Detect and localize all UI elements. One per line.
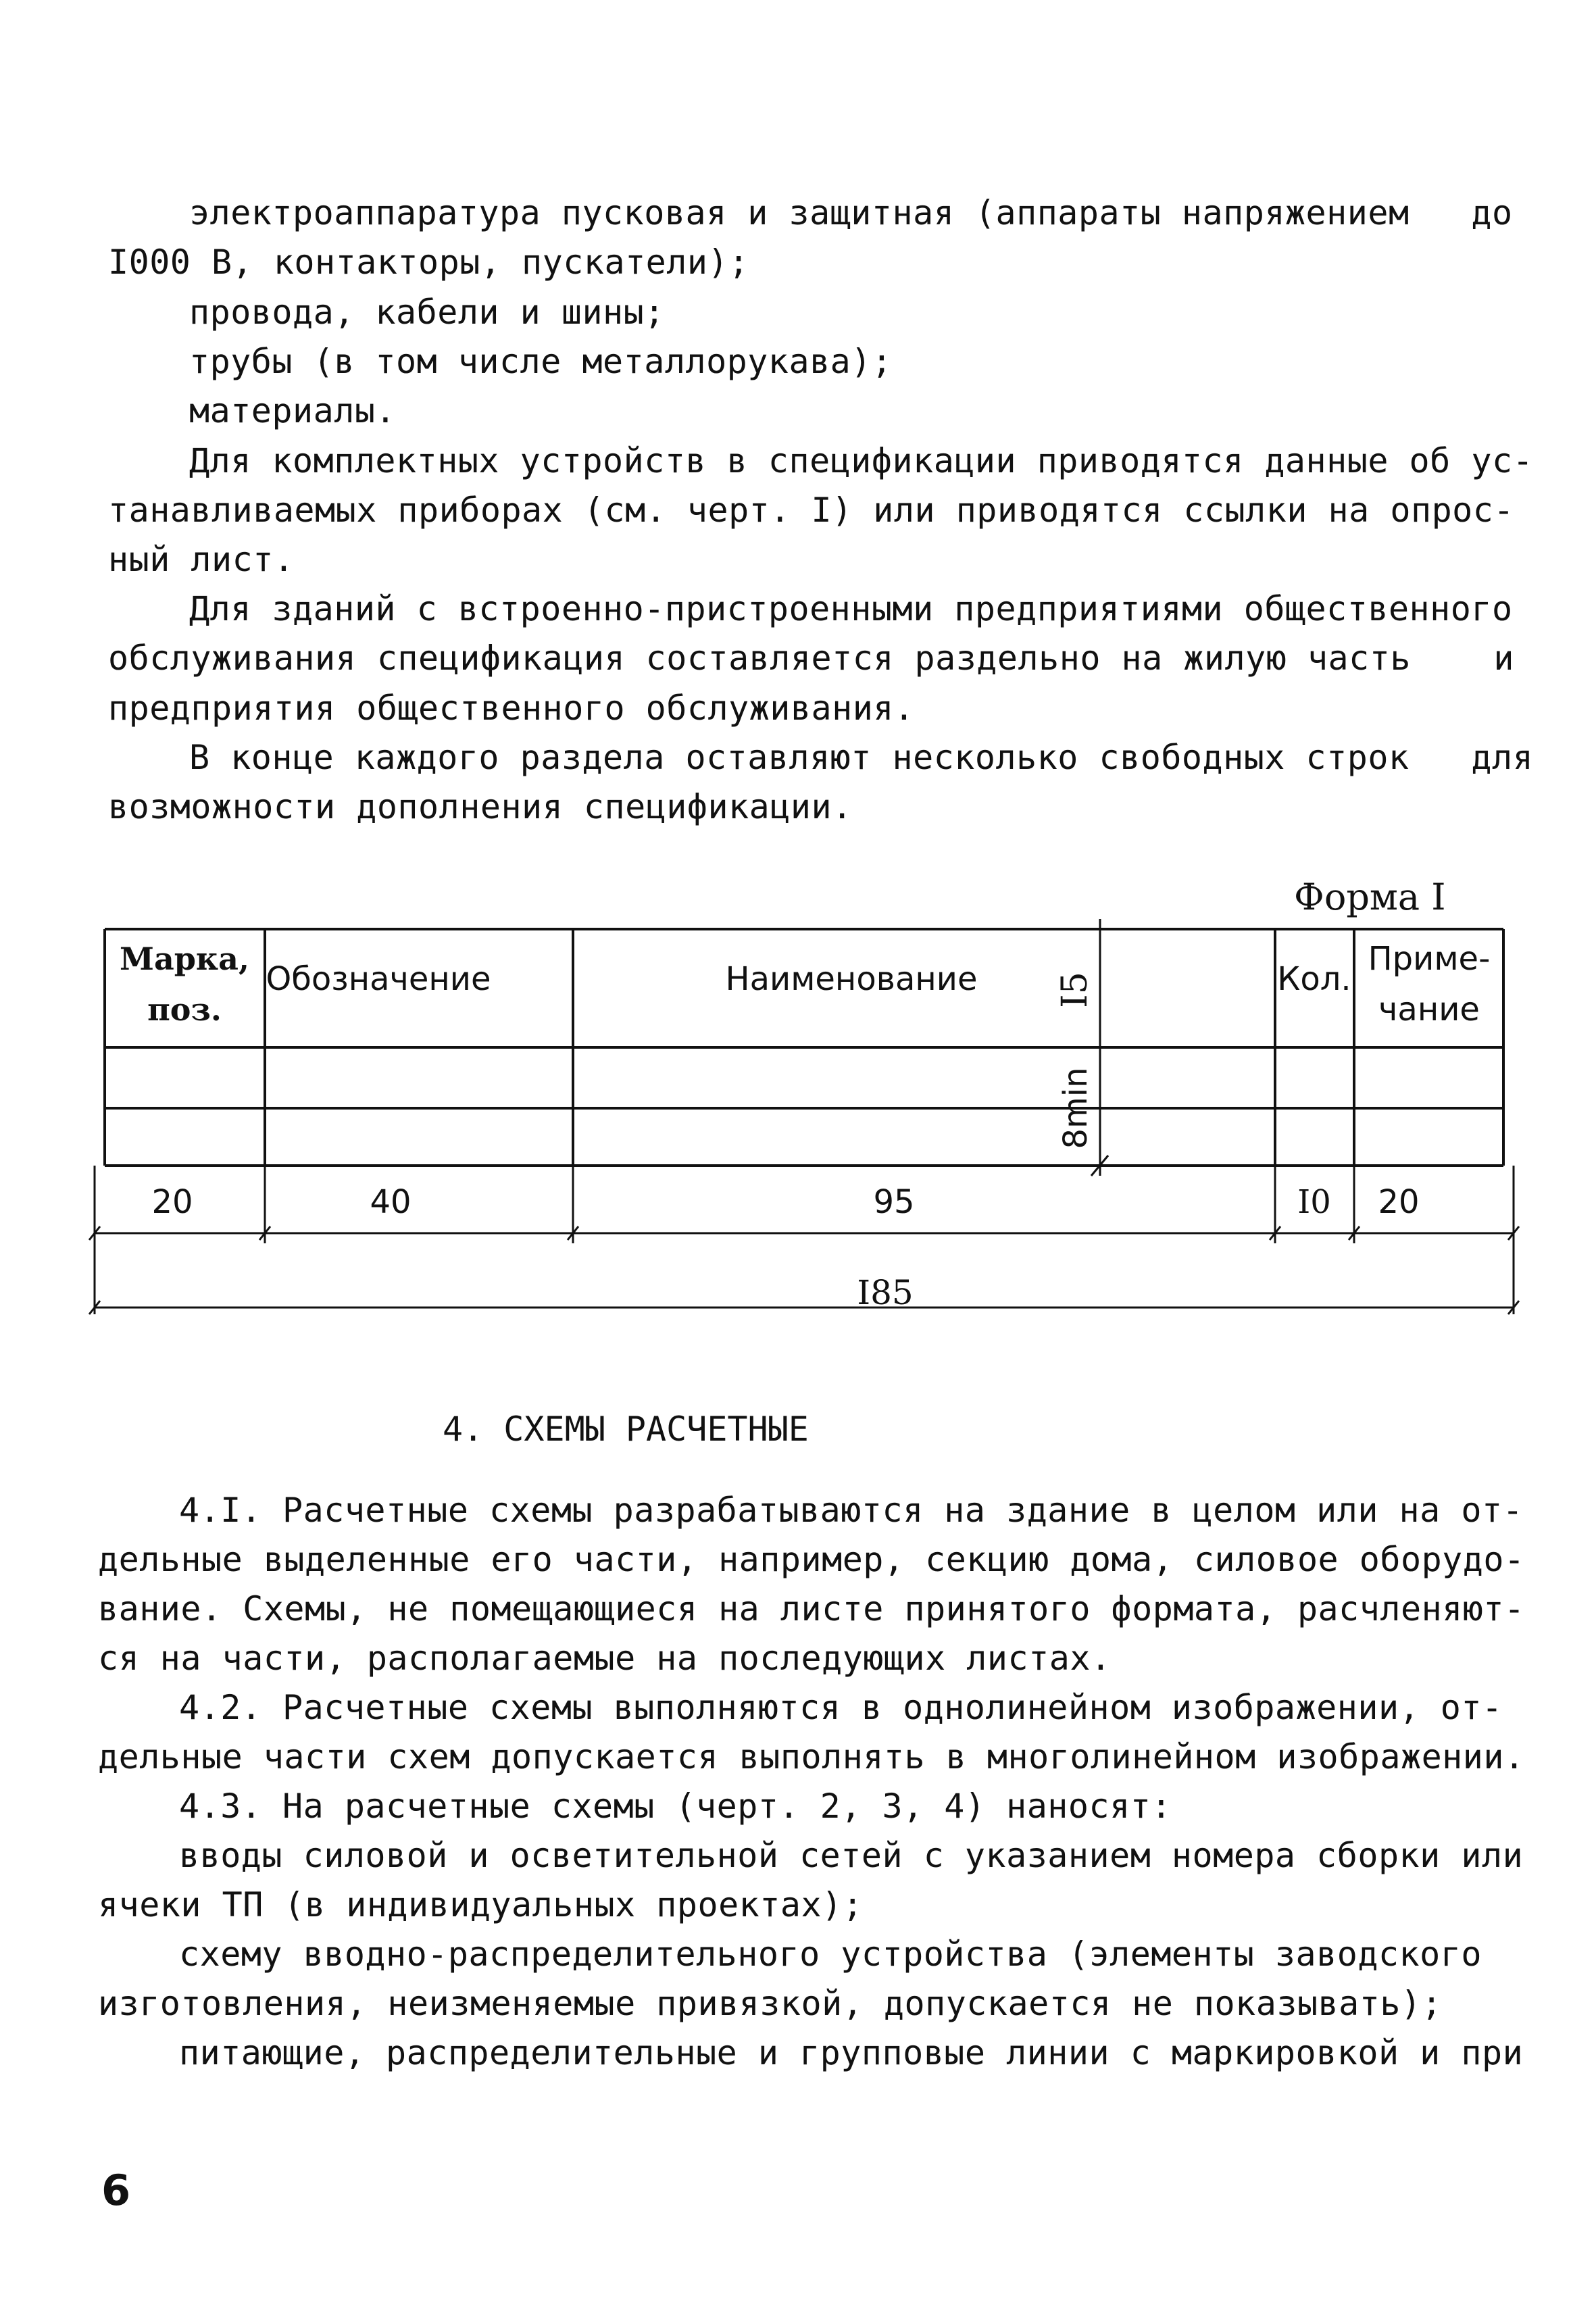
text-line: материалы. <box>189 391 397 430</box>
header-name: Наименование <box>725 960 978 998</box>
dimension-col-note: 20 <box>1378 1183 1420 1221</box>
text-line: возможности дополнения спецификации. <box>108 787 853 826</box>
text-line: 4.3. На расчетные схемы (черт. 2, 3, 4) наносят: <box>179 1787 1172 1826</box>
header-mark-line1: Марка, <box>120 941 249 977</box>
text-line: изготовления, неизменяемые привязкой, допускается не показывать); <box>98 1984 1443 2023</box>
text-line: 4.2. Расчетные схемы выполняются в однолинейном изображении, от- <box>179 1688 1503 1727</box>
dimension-col-mark: 20 <box>151 1183 193 1221</box>
page-number: 6 <box>101 2166 131 2215</box>
text-line: В конце каждого раздела оставляют несколько свободных строк для <box>189 738 1534 777</box>
dimension-row-height: 8min <box>1057 1067 1095 1149</box>
dimension-header-height: I5 <box>1055 972 1095 1008</box>
text-line: дельные части схем допускается выполнять в многолинейном изображении. <box>98 1737 1525 1776</box>
text-line: вводы силовой и осветительной сетей с указанием номера сборки или <box>179 1836 1524 1875</box>
header-note-line2: чание <box>1378 991 1480 1028</box>
text-line: Для зданий с встроенно-пристроенными предприятиями общественного <box>189 589 1513 628</box>
text-line: обслуживания спецификация составляется раздельно на жилую часть и <box>108 639 1514 678</box>
section-title: 4. СХЕМЫ РАСЧЕТНЫЕ <box>443 1410 809 1449</box>
text-line: предприятия общественного обслуживания. <box>108 689 915 728</box>
text-line: ный лист. <box>108 540 295 579</box>
text-line: танавливаемых приборах (см. черт. I) или приводятся ссылки на опрос- <box>108 491 1514 530</box>
header-note-line1: Приме- <box>1368 940 1491 978</box>
text-line: провода, кабели и шины; <box>189 293 665 332</box>
header-qty: Кол. <box>1277 960 1351 998</box>
dimension-col-name: 95 <box>873 1183 915 1221</box>
text-line: трубы (в том числе металлорукава); <box>189 342 893 381</box>
text-line: схему вводно-распределительного устройства (элементы заводского <box>179 1935 1482 1974</box>
header-mark-line2: поз. <box>147 991 222 1028</box>
text-line: Для комплектных устройств в спецификации приводятся данные об ус- <box>189 441 1534 480</box>
text-line: ячеки ТП (в индивидуальных проектах); <box>98 1885 864 1924</box>
dimension-total: I85 <box>857 1273 914 1312</box>
text-line: ся на части, располагаемые на последующих листах. <box>98 1639 1112 1678</box>
text-line: вание. Схемы, не помещающиеся на листе принятого формата, расчленяют- <box>98 1589 1525 1628</box>
dimension-col-qty: I0 <box>1297 1183 1331 1221</box>
text-line: 4.I. Расчетные схемы разрабатываются на здание в целом или на от- <box>179 1491 1524 1530</box>
text-line: электроаппаратура пусковая и защитная (аппараты напряжением до <box>189 193 1513 232</box>
dimension-col-designation: 40 <box>370 1183 412 1221</box>
text-line: питающие, распределительные и групповые линии с маркировкой и при <box>179 2033 1524 2072</box>
text-line: I000 В, контакторы, пускатели); <box>108 243 749 282</box>
form-label: Форма I <box>1294 876 1446 918</box>
header-designation: Обозначение <box>266 960 491 998</box>
text-line: дельные выделенные его части, например, секцию дома, силовое оборудо- <box>98 1540 1525 1579</box>
